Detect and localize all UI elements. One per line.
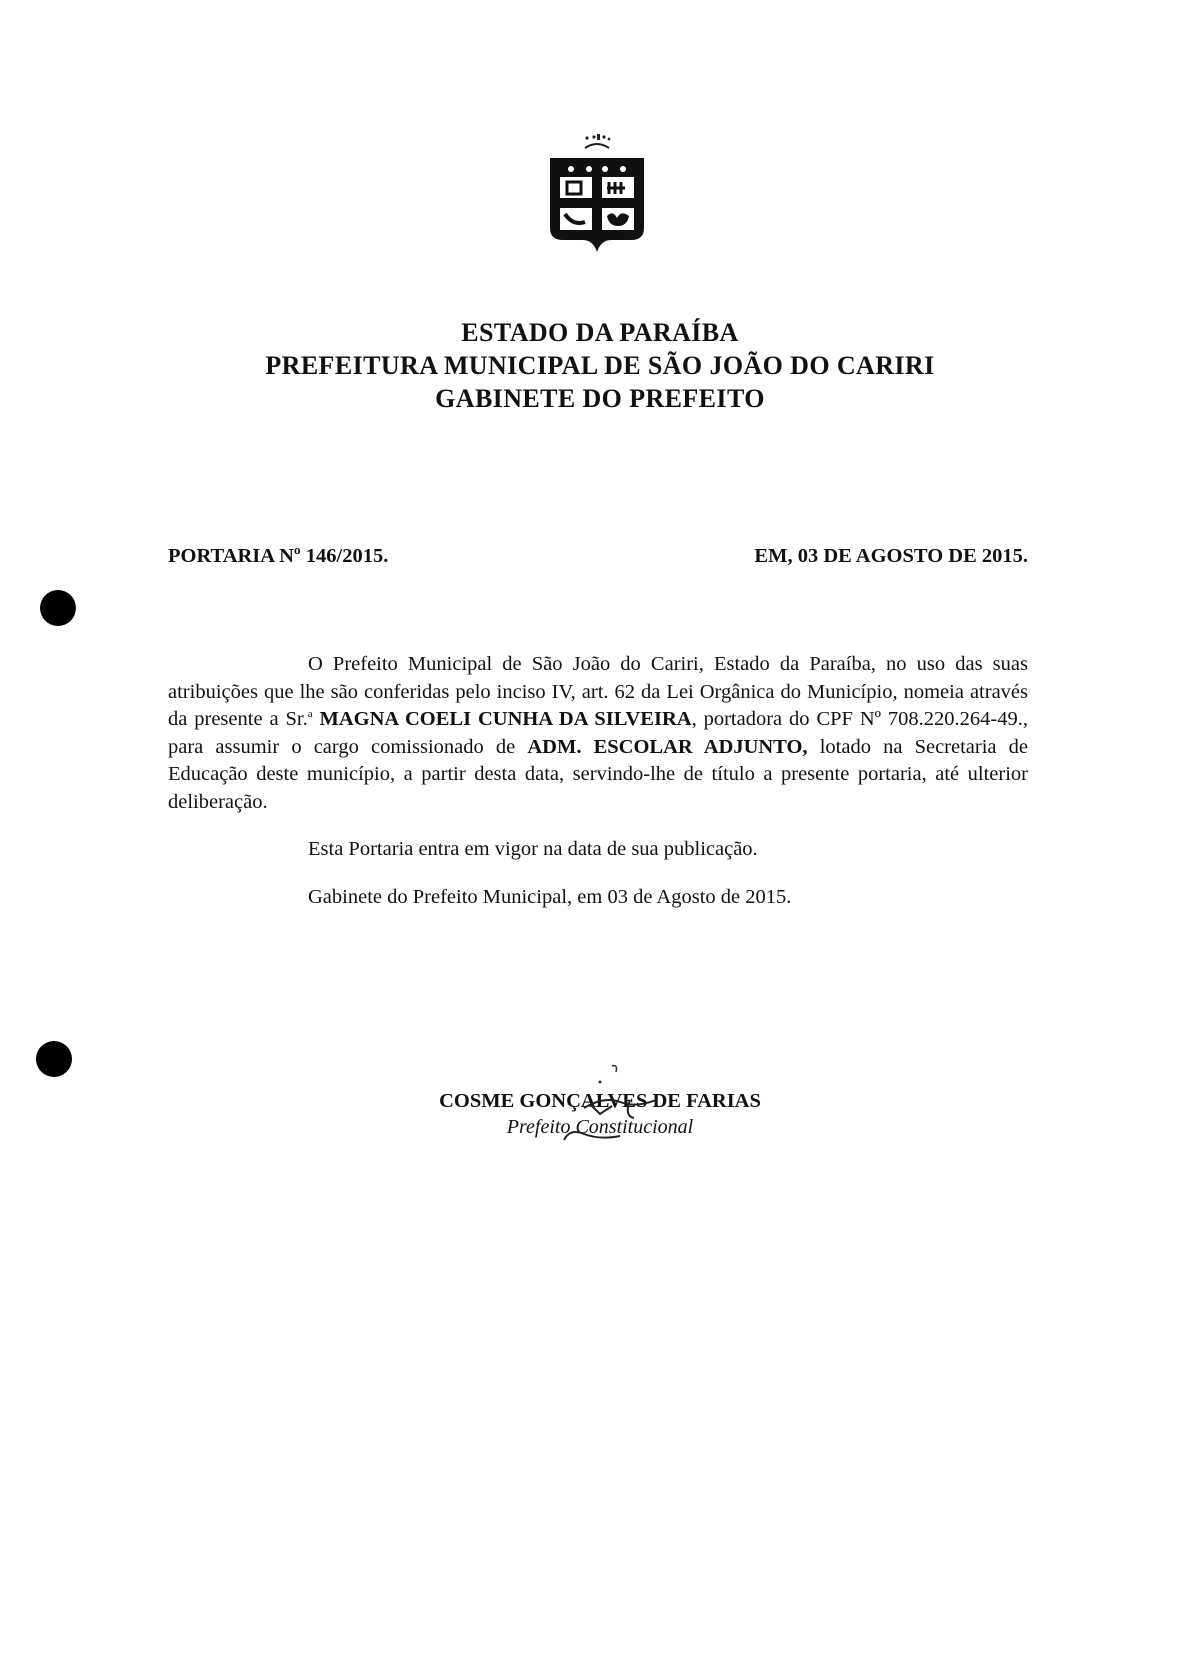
- appointment-paragraph: [168, 651, 1028, 816]
- document-body: [168, 651, 1028, 911]
- header-municipality: PREFEITURA MUNICIPAL DE SÃO JOÃO DO CARIRI: [265, 351, 935, 380]
- punch-hole: [36, 1041, 72, 1077]
- portaria-date: EM, 03 DE AGOSTO DE 2015.: [754, 545, 1028, 567]
- portaria-number: PORTARIA Nº 146/2015.: [168, 545, 389, 567]
- effective-paragraph: Esta Portaria entra em vigor na data de sua publicação.: [308, 838, 758, 860]
- appointee-name: MAGNA COELI CUNHA DA SILVEIRA: [319, 708, 692, 730]
- paragraph-text: , portadora do CPF Nº 708.220.264-49., para assumir o cargo comissionado de: [168, 708, 1029, 758]
- closing-paragraph: Gabinete do Prefeito Municipal, em 03 de Agosto de 2015.: [308, 885, 792, 908]
- signatory-name: COSME GONÇALVES DE FARIAS: [439, 1090, 761, 1112]
- document-header: [0, 316, 1200, 415]
- handwritten-signature: [560, 1060, 680, 1150]
- paragraph-text: lotado na Secretaria de Educação deste município, a partir desta data, servindo-lhe de título a presente portaria, até ulterior deliberação.: [168, 735, 1028, 813]
- ordinal-suffix: a: [307, 708, 313, 721]
- header-office: GABINETE DO PREFEITO: [435, 384, 765, 413]
- coat-of-arms-icon: [547, 132, 647, 254]
- appointed-role: ADM. ESCOLAR ADJUNTO,: [527, 735, 808, 758]
- paragraph-text: O Prefeito Municipal de São João do Cariri, Estado da Paraíba, no uso das suas atribuições que lhe são conferidas pelo inciso IV, art. 62 da Lei Orgânica do Município, nomeia através da presente a Sr.: [168, 653, 1028, 730]
- punch-hole: [40, 590, 76, 626]
- header-state: ESTADO DA PARAÍBA: [461, 318, 739, 347]
- signatory-role: Prefeito Constitucional: [506, 1116, 694, 1138]
